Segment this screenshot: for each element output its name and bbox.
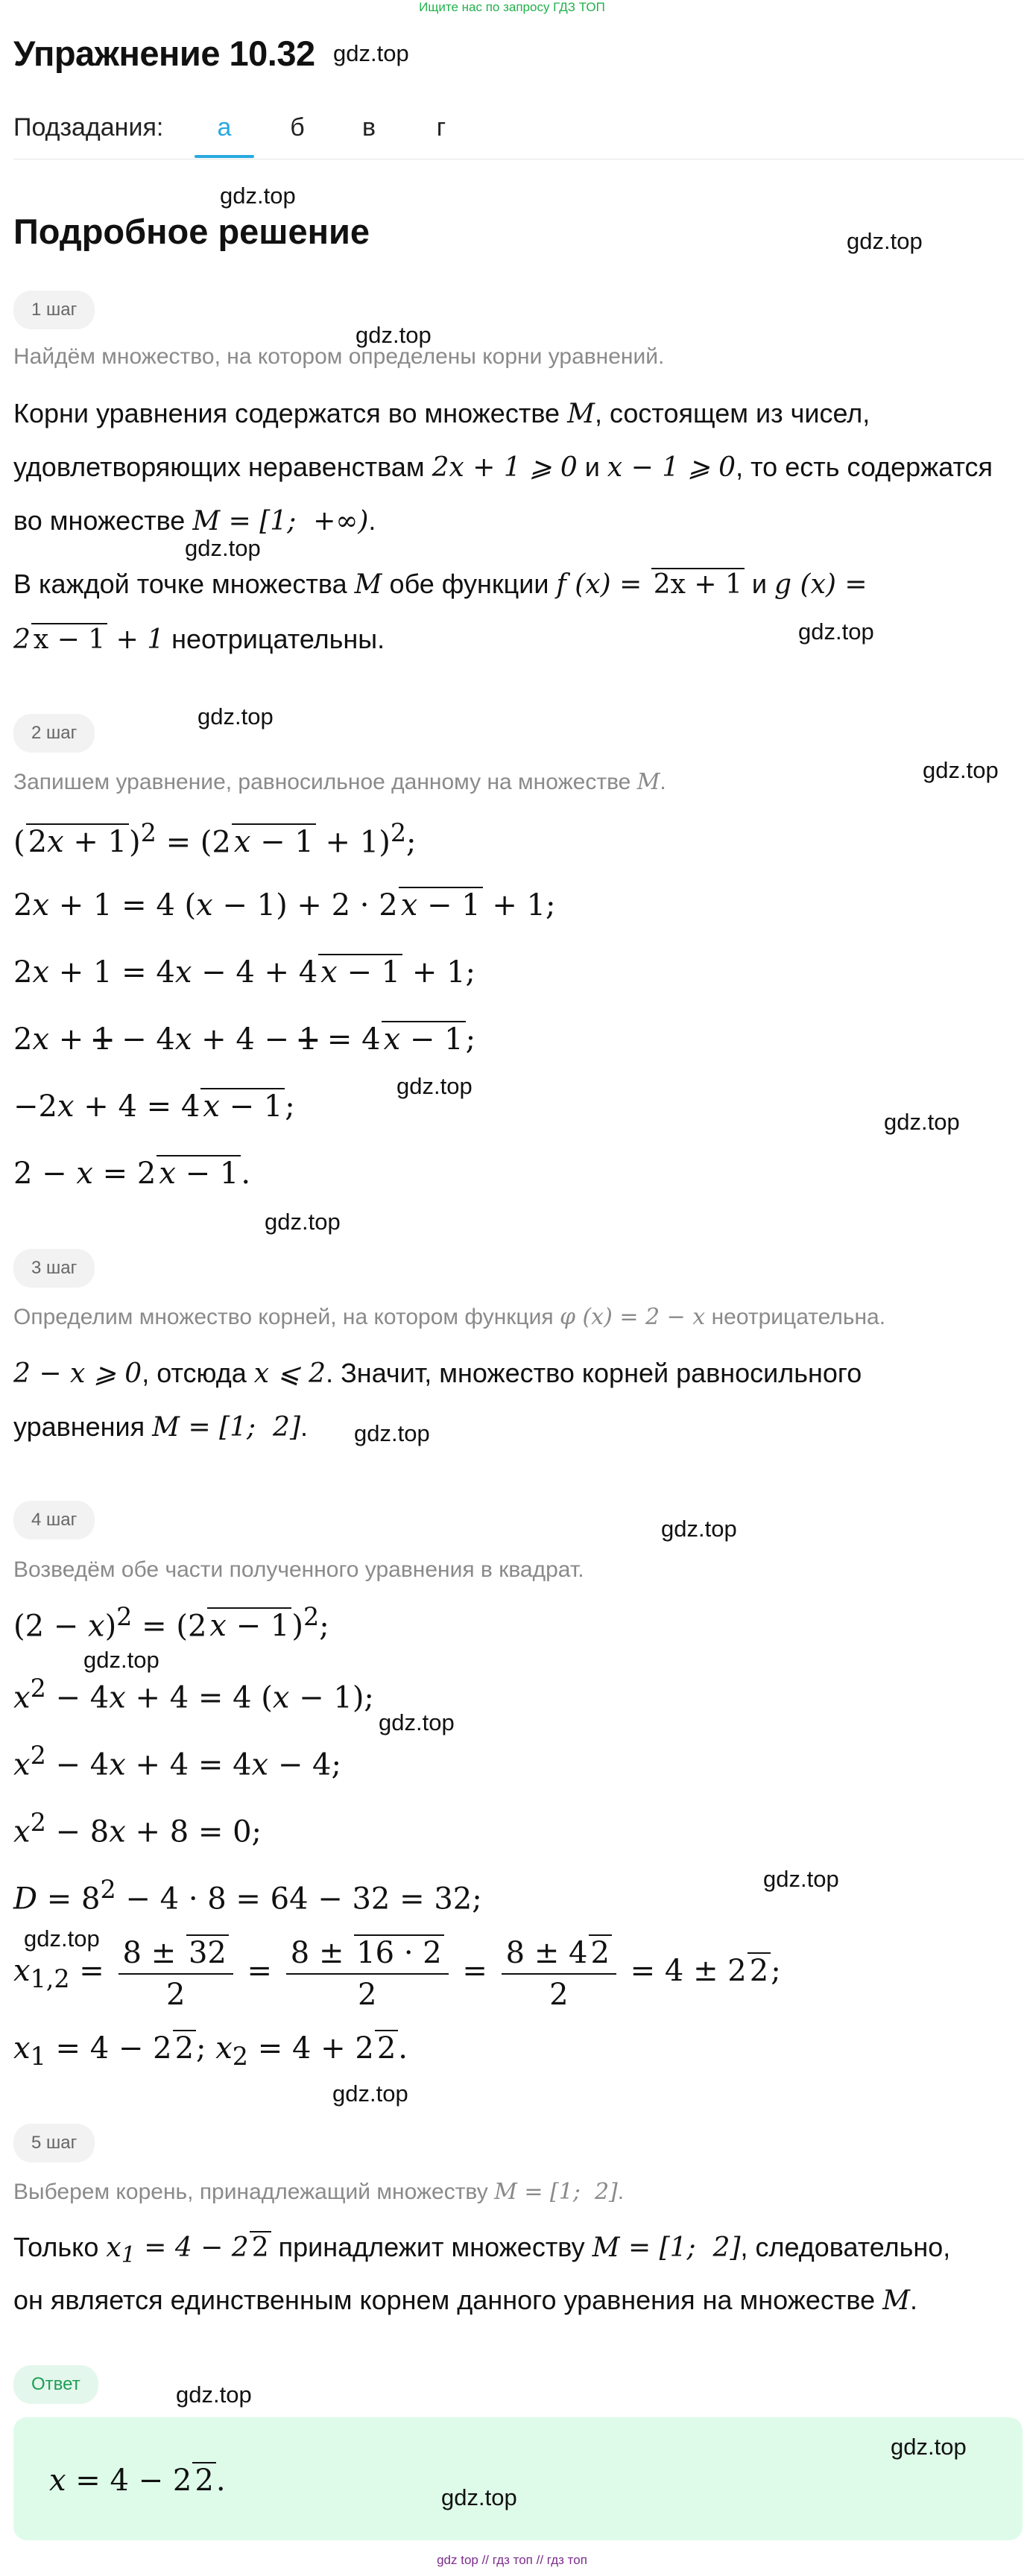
- watermark: gdz.top: [379, 1709, 455, 1735]
- step-4-label: 4 шаг: [13, 1501, 95, 1539]
- step-1-label: 1 шаг: [13, 291, 95, 329]
- search-hint: Ищите нас по запросу ГДЗ ТОП: [419, 0, 605, 14]
- equation-step2-1: ( 2x + 1)$^2$ = (2 x − 1 + 1)$^2$;: [13, 818, 417, 860]
- watermark: gdz.top: [847, 228, 923, 254]
- step-2-label: 2 шаг: [13, 714, 95, 753]
- step-3-label: 3 шаг: [13, 1249, 95, 1288]
- step-3-text-line-1: 2 − x ⩾ 0, отсюда x ⩽ 2. Значит, множество корней равносильного: [13, 1358, 862, 1389]
- equation-step4-1: $(2 - x)^2 = (2$ x − 1)$^2$;: [13, 1602, 329, 1644]
- tab-b[interactable]: б: [290, 113, 305, 142]
- step-1-hint: Найдём множество, на котором определены корни уравнений.: [13, 344, 665, 369]
- step-5-text-line-1: Только $x_1 = 4 - 2$ 2 принадлежит множеству M = [1; 2], следовательно,: [13, 2232, 951, 2269]
- step-5-label: 5 шаг: [13, 2124, 95, 2162]
- equation-step4-2: $x^2 - 4x + 4 = 4$ (x − 1);: [13, 1674, 374, 1715]
- step-5-text-line-2: он является единственным корнем данного уравнения на множестве M.: [13, 2285, 918, 2316]
- step-3-hint: Определим множество корней, на котором функция φ (x) = 2 − x неотрицательна.: [13, 1304, 886, 1330]
- answer-label: Ответ: [13, 2365, 98, 2404]
- tab-g[interactable]: г: [436, 113, 446, 142]
- watermark: gdz.top: [24, 1925, 100, 1952]
- step-5-hint: Выберем корень, принадлежащий множеству M = [1; 2].: [13, 2179, 625, 2205]
- equation-step2-6: 2 − x = 2 x − 1.: [13, 1156, 251, 1191]
- watermark: gdz.top: [197, 703, 274, 730]
- step-1-text-line-2: удовлетворяющих неравенствам 2x + 1 ⩾ 0 и x − 1 ⩾ 0, то есть содержатся: [13, 452, 993, 483]
- watermark: gdz.top: [220, 183, 296, 209]
- watermark: gdz.top: [396, 1073, 473, 1099]
- watermark: gdz.top: [332, 2080, 408, 2107]
- step-1-text-line-4: В каждой точке множества M обе функции f (x) = 2x + 1 и g (x) =: [13, 569, 867, 600]
- subtasks-label: Подзадания:: [13, 113, 164, 142]
- watermark: gdz.top: [355, 322, 432, 348]
- watermark: gdz.top: [354, 1420, 430, 1446]
- equation-step4-5: $D = 8^2 - 4 \cdot 8 = 64 - 32 = 32$;: [13, 1875, 482, 1917]
- tab-v[interactable]: в: [361, 113, 376, 142]
- step-1-text-line-5: 2 x − 1 + 1 неотрицательны.: [13, 624, 385, 655]
- watermark: gdz.top: [176, 2382, 252, 2408]
- step-1-text-line-3: во множестве M = [1; +∞).: [13, 505, 376, 537]
- page-title: Упражнение 10.32: [13, 34, 315, 73]
- equation-step4-4: $x^2 - 8x + 8 = 0$;: [13, 1808, 262, 1849]
- equation-step4-3: $x^2 - 4x + 4 = 4x - 4$;: [13, 1741, 341, 1782]
- watermark: gdz.top: [884, 1109, 960, 1135]
- tab-a[interactable]: а: [217, 113, 232, 142]
- watermark: gdz.top: [441, 2484, 517, 2510]
- footer-links[interactable]: gdz top // гдз топ // гдз топ: [437, 2553, 587, 2567]
- watermark: gdz.top: [265, 1209, 341, 1235]
- step-4-hint: Возведём обе части полученного уравнения в квадрат.: [13, 1557, 584, 1582]
- watermark: gdz.top: [923, 757, 999, 783]
- equation-step2-5: −2x + 4 = 4 x − 1;: [13, 1089, 295, 1124]
- step-2-hint: Запишем уравнение, равносильное данному на множестве M.: [13, 769, 666, 795]
- equation-step2-2: 2x + 1 = 4 (x − 1) + 2 · 2 x − 1 + 1;: [13, 888, 556, 923]
- watermark: gdz.top: [891, 2434, 967, 2460]
- active-tab-indicator: [195, 155, 254, 158]
- watermark: gdz.top: [333, 40, 409, 66]
- answer-value: x = 4 − 2 2.: [49, 2463, 226, 2498]
- equation-step4-7: $x_1 = 4 - 2$ 2; $x_2 = 4 + 2$ 2.: [13, 2031, 408, 2071]
- watermark: gdz.top: [83, 1647, 159, 1673]
- equation-step4-6: $x_{1,2}$ = $\frac{8 \pm 32}{2}$ = $\frac{8 \pm 16 \cdot 2}{2}$ = $\frac{8 \pm 4 2}{2}$ = 4 ± 2 2;: [13, 1936, 781, 2012]
- equation-step2-4: 2x + 1 − 4x + 4 − 1 = 4 x − 1;: [13, 1022, 476, 1057]
- watermark: gdz.top: [661, 1516, 737, 1542]
- section-title: Подробное решение: [13, 212, 370, 251]
- watermark: gdz.top: [798, 618, 874, 645]
- step-3-text-line-2: уравнения M = [1; 2].: [13, 1411, 309, 1443]
- equation-step2-3: 2x + 1 = 4x − 4 + 4 x − 1 + 1;: [13, 955, 476, 990]
- watermark: gdz.top: [185, 535, 261, 561]
- watermark: gdz.top: [763, 1866, 839, 1892]
- step-1-text-line-1: Корни уравнения содержатся во множестве M, состоящем из чисел,: [13, 398, 870, 429]
